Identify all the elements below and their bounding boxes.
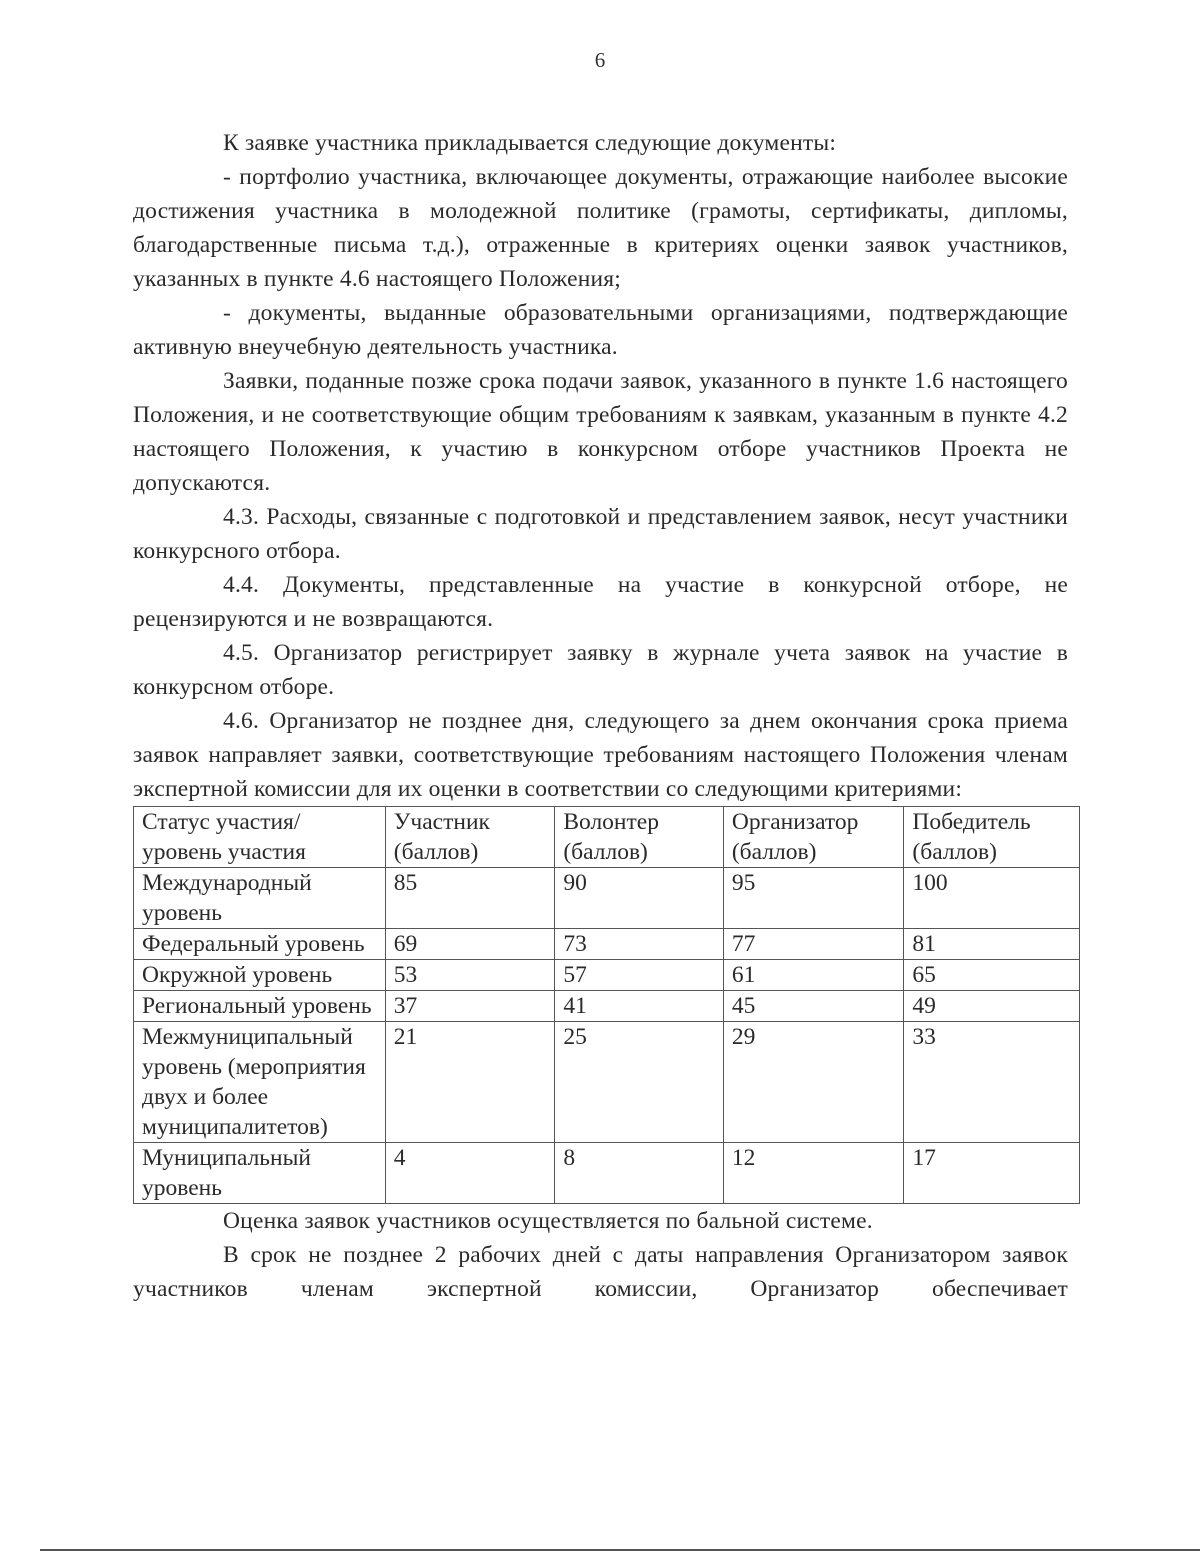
paragraph: В срок не позднее 2 рабочих дней с даты направления Организатором заявок участников членам экспертной комиссии, Организатор обеспечивает: [133, 1242, 1068, 1302]
table-cell: 90: [555, 868, 724, 929]
table-cell: Межмуниципальный уровень (мероприятия двух и более муниципалитетов): [134, 1022, 386, 1143]
table-row: [134, 991, 1080, 1022]
document-body: [133, 126, 1068, 1306]
paragraph: 4.5. Организатор регистрирует заявку в журнале учета заявок на участие в конкурсном отборе.: [133, 640, 1068, 700]
paragraph: 4.4. Документы, представленные на участие в конкурсной отборе, не рецензируются и не возвращаются.: [133, 572, 1068, 632]
table-cell: 41: [555, 991, 724, 1022]
table-cell: 49: [904, 991, 1080, 1022]
paragraph: К заявке участника прикладывается следующие документы:: [223, 130, 837, 156]
paragraph: - документы, выданные образовательными организациями, подтверждающие активную внеучебную деятельность участника.: [133, 300, 1068, 360]
table-cell: 25: [555, 1022, 724, 1143]
table-cell: 37: [385, 991, 555, 1022]
table-cell: 4: [385, 1143, 555, 1204]
table-cell: 69: [385, 929, 555, 960]
table-header-cell: Победитель (баллов): [904, 807, 1080, 868]
criteria-table: [133, 806, 1080, 1204]
paragraphs-after: [133, 1204, 1068, 1306]
table-cell: 77: [723, 929, 904, 960]
paragraph: - портфолио участника, включающее документы, отражающие наиболее высокие достижения участника в молодежной политике (грамоты, сертификаты, дипломы, благодарственные письма т.д.), отраженные в критериях оценки заявок участников, указанных в пункте 4.6 настоящего Положения;: [133, 164, 1068, 292]
table-cell: 53: [385, 960, 555, 991]
table-cell: 8: [555, 1143, 724, 1204]
table-cell: 17: [904, 1143, 1080, 1204]
table-cell: Региональный уровень: [134, 991, 386, 1022]
table-cell: 95: [723, 868, 904, 929]
table-cell: Федеральный уровень: [134, 929, 386, 960]
table-row: [134, 1143, 1080, 1204]
table-header-cell: Участник (баллов): [385, 807, 555, 868]
table-cell: 100: [904, 868, 1080, 929]
table-cell: 33: [904, 1022, 1080, 1143]
paragraph: 4.6. Организатор не позднее дня, следующего за днем окончания срока приема заявок направляет заявки, соответствующие требованиям настоящего Положения членам экспертной комиссии для их оценки в соответствии со следующими критериями:: [133, 708, 1068, 802]
table-cell: Международный уровень: [134, 868, 386, 929]
table-row: [134, 960, 1080, 991]
table-row: [134, 929, 1080, 960]
table-row: [134, 868, 1080, 929]
table-cell: 45: [723, 991, 904, 1022]
bottom-rule: [40, 1549, 1200, 1551]
table-header-cell: Статус участия/уровень участия: [134, 807, 386, 868]
table-header-cell: Организатор (баллов): [723, 807, 904, 868]
table-cell: 61: [723, 960, 904, 991]
table-cell: 29: [723, 1022, 904, 1143]
paragraph: Оценка заявок участников осуществляется по бальной системе.: [223, 1208, 873, 1234]
paragraph: 4.3. Расходы, связанные с подготовкой и представлением заявок, несут участники конкурсного отбора.: [133, 504, 1068, 564]
table-cell: Окружной уровень: [134, 960, 386, 991]
table-cell: Муниципальный уровень: [134, 1143, 386, 1204]
table-cell: 12: [723, 1143, 904, 1204]
paragraphs-before: [133, 126, 1068, 806]
table-header-cell: Волонтер (баллов): [555, 807, 724, 868]
table-cell: 81: [904, 929, 1080, 960]
table-cell: 85: [385, 868, 555, 929]
table-cell: 73: [555, 929, 724, 960]
table-cell: 21: [385, 1022, 555, 1143]
paragraph: Заявки, поданные позже срока подачи заявок, указанного в пункте 1.6 настоящего Положения, и не соответствующие общим требованиям к заявкам, указанным в пункте 4.2 настоящего Положения, к участию в конкурсном отборе участников Проекта не допускаются.: [133, 368, 1068, 496]
table-row: [134, 1022, 1080, 1143]
page-number: 6: [594, 48, 606, 72]
table-cell: 65: [904, 960, 1080, 991]
table-cell: 57: [555, 960, 724, 991]
table-header-row: [134, 807, 1080, 868]
